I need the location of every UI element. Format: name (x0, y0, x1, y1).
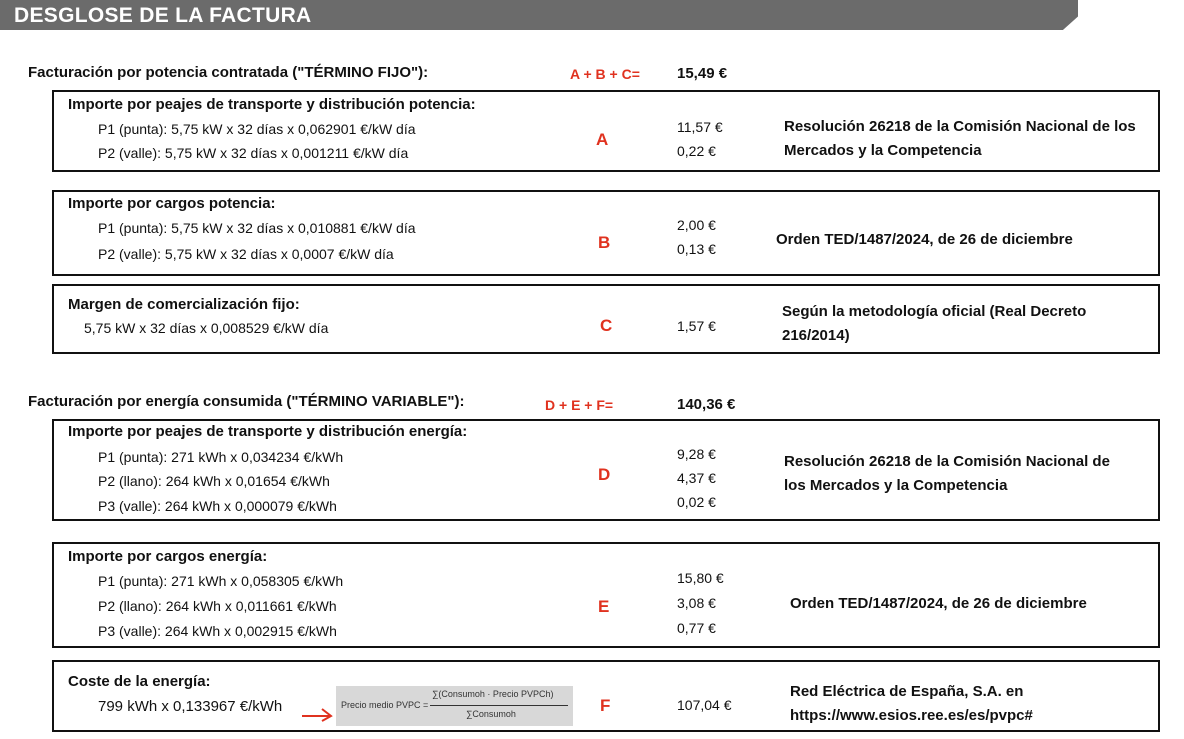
group-letter: D (598, 465, 611, 484)
group-letter: B (598, 233, 611, 252)
amount: 0,13 € (677, 241, 716, 257)
variable-term-formula: D + E + F= (545, 397, 614, 413)
group-header: Importe por cargos energía: (68, 548, 268, 565)
amount: 11,57 € (677, 119, 723, 135)
line-item: 799 kWh x 0,133967 €/kWh (98, 698, 283, 715)
amount: 1,57 € (677, 318, 716, 334)
group-letter: F (600, 696, 611, 715)
formula-denominator: ∑Consumoh (466, 709, 516, 719)
group-header: Importe por peajes de transporte y distribución potencia: (68, 96, 476, 113)
amount: 4,37 € (677, 470, 716, 486)
amount: 15,80 € (677, 570, 724, 586)
source-note: Orden TED/1487/2024, de 26 de diciembre (790, 595, 1087, 612)
arrow-icon (300, 696, 336, 722)
line-item: P1 (punta): 5,75 kW x 32 días x 0,062901 €/kW día (98, 121, 416, 137)
source-note: Orden TED/1487/2024, de 26 de diciembre (776, 231, 1073, 248)
source-note: Según la metodología oficial (Real Decreto 216/2014) (782, 303, 1087, 344)
group-header: Margen de comercialización fijo: (68, 296, 300, 313)
source-note: Resolución 26218 de la Comisión Nacional de los Mercados y la Competencia (784, 118, 1136, 159)
pvpc-formula-image (336, 686, 573, 726)
group-header: Importe por peajes de transporte y distribución energía: (68, 423, 468, 440)
line-item: P1 (punta): 271 kWh x 0,034234 €/kWh (98, 449, 344, 465)
formula-numerator: ∑(Consumoh · Precio PVPCh) (432, 689, 554, 699)
source-note: Resolución 26218 de la Comisión Nacional de los Mercados y la Competencia (784, 453, 1110, 494)
line-item: P2 (llano): 264 kWh x 0,01654 €/kWh (98, 473, 330, 489)
line-item: P1 (punta): 5,75 kW x 32 días x 0,010881 €/kW día (98, 220, 416, 236)
group-letter: E (598, 597, 610, 616)
line-item: P3 (valle): 264 kWh x 0,000079 €/kWh (98, 498, 337, 514)
amount: 9,28 € (677, 446, 716, 462)
line-item: 5,75 kW x 32 días x 0,008529 €/kW día (84, 320, 329, 336)
fixed-term-total: 15,49 € (677, 65, 728, 82)
amount: 0,22 € (677, 143, 716, 159)
amount: 0,02 € (677, 494, 716, 510)
amount: 0,77 € (677, 620, 716, 636)
page-title: DESGLOSE DE LA FACTURA (14, 4, 312, 27)
formula-lhs: Precio medio PVPC = (341, 700, 429, 710)
amount: 3,08 € (677, 595, 716, 611)
line-item: P2 (valle): 5,75 kW x 32 días x 0,001211 €/kW día (98, 145, 409, 161)
variable-term-total: 140,36 € (677, 396, 736, 413)
line-item: P2 (valle): 5,75 kW x 32 días x 0,0007 €/kW día (98, 246, 394, 262)
line-item: P1 (punta): 271 kWh x 0,058305 €/kWh (98, 573, 344, 589)
amount: 107,04 € (677, 697, 732, 713)
line-item: P2 (llano): 264 kWh x 0,011661 €/kWh (98, 598, 337, 614)
fraction-bar (430, 705, 568, 706)
group-letter: A (596, 130, 609, 149)
amount: 2,00 € (677, 217, 716, 233)
fixed-term-formula: A + B + C= (570, 66, 640, 82)
group-header: Importe por cargos potencia: (68, 195, 276, 212)
group-header: Coste de la energía: (68, 673, 211, 690)
line-item: P3 (valle): 264 kWh x 0,002915 €/kWh (98, 623, 337, 639)
source-note: Red Eléctrica de España, S.A. en https://www.esios.ree.es/es/pvpc# (790, 683, 1033, 724)
variable-term-title: Facturación por energía consumida ("TÉRMINO VARIABLE"): (28, 393, 465, 410)
group-letter: C (600, 316, 613, 335)
fixed-term-title: Facturación por potencia contratada ("TÉRMINO FIJO"): (28, 64, 429, 81)
